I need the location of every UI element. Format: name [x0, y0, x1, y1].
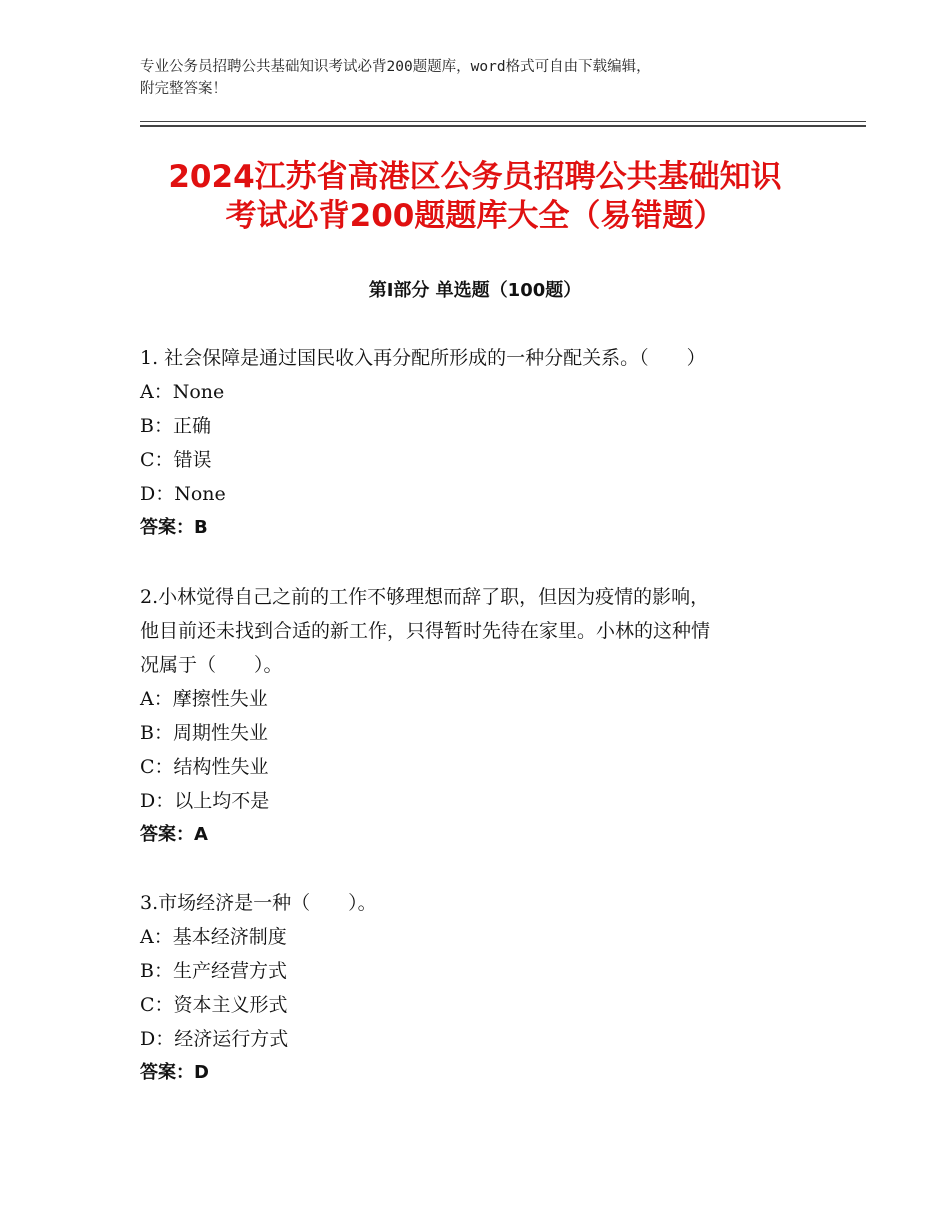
- document-title: [0, 158, 950, 236]
- section-heading: 第Ⅰ部分 单选题（100题）: [368, 280, 582, 301]
- option-b: B：生产经营方式: [140, 960, 287, 982]
- answer: 答案：D: [140, 1062, 209, 1083]
- option-d: D：经济运行方式: [140, 1028, 289, 1050]
- document-header-note: [140, 56, 820, 100]
- question-stem: 况属于（ ）。: [140, 654, 283, 676]
- question-3: [140, 886, 820, 1090]
- question-stem: 2.小林觉得自己之前的工作不够理想而辞了职，但因为疫情的影响，: [140, 586, 710, 608]
- question-1: [140, 341, 820, 545]
- header-divider-thin: [140, 121, 866, 122]
- header-note-line: 附完整答案！: [140, 81, 227, 97]
- answer: 答案：B: [140, 517, 208, 538]
- option-a: A：基本经济制度: [140, 926, 287, 948]
- header-note-line: 专业公务员招聘公共基础知识考试必背200题题库，word格式可自由下载编辑，: [140, 59, 651, 75]
- option-d: D：None: [140, 483, 226, 505]
- option-a: A：摩擦性失业: [140, 688, 268, 710]
- option-c: C：错误: [140, 449, 212, 471]
- title-line: 考试必背200题题库大全（易错题）: [225, 198, 725, 234]
- option-c: C：资本主义形式: [140, 994, 288, 1016]
- answer: 答案：A: [140, 824, 208, 845]
- title-line: 2024江苏省高港区公务员招聘公共基础知识: [168, 159, 782, 195]
- option-b: B：周期性失业: [140, 722, 268, 744]
- header-divider-thick: [140, 125, 866, 127]
- option-c: C：结构性失业: [140, 756, 269, 778]
- option-a: A：None: [140, 381, 225, 403]
- question-stem: 1. 社会保障是通过国民收入再分配所形成的一种分配关系。（ ）: [140, 347, 706, 369]
- question-2: [140, 580, 820, 852]
- option-d: D：以上均不是: [140, 790, 270, 812]
- question-stem: 他目前还未找到合适的新工作，只得暂时先待在家里。小林的这种情: [140, 620, 711, 642]
- question-stem: 3.市场经济是一种（ ）。: [140, 892, 377, 914]
- option-b: B：正确: [140, 415, 211, 437]
